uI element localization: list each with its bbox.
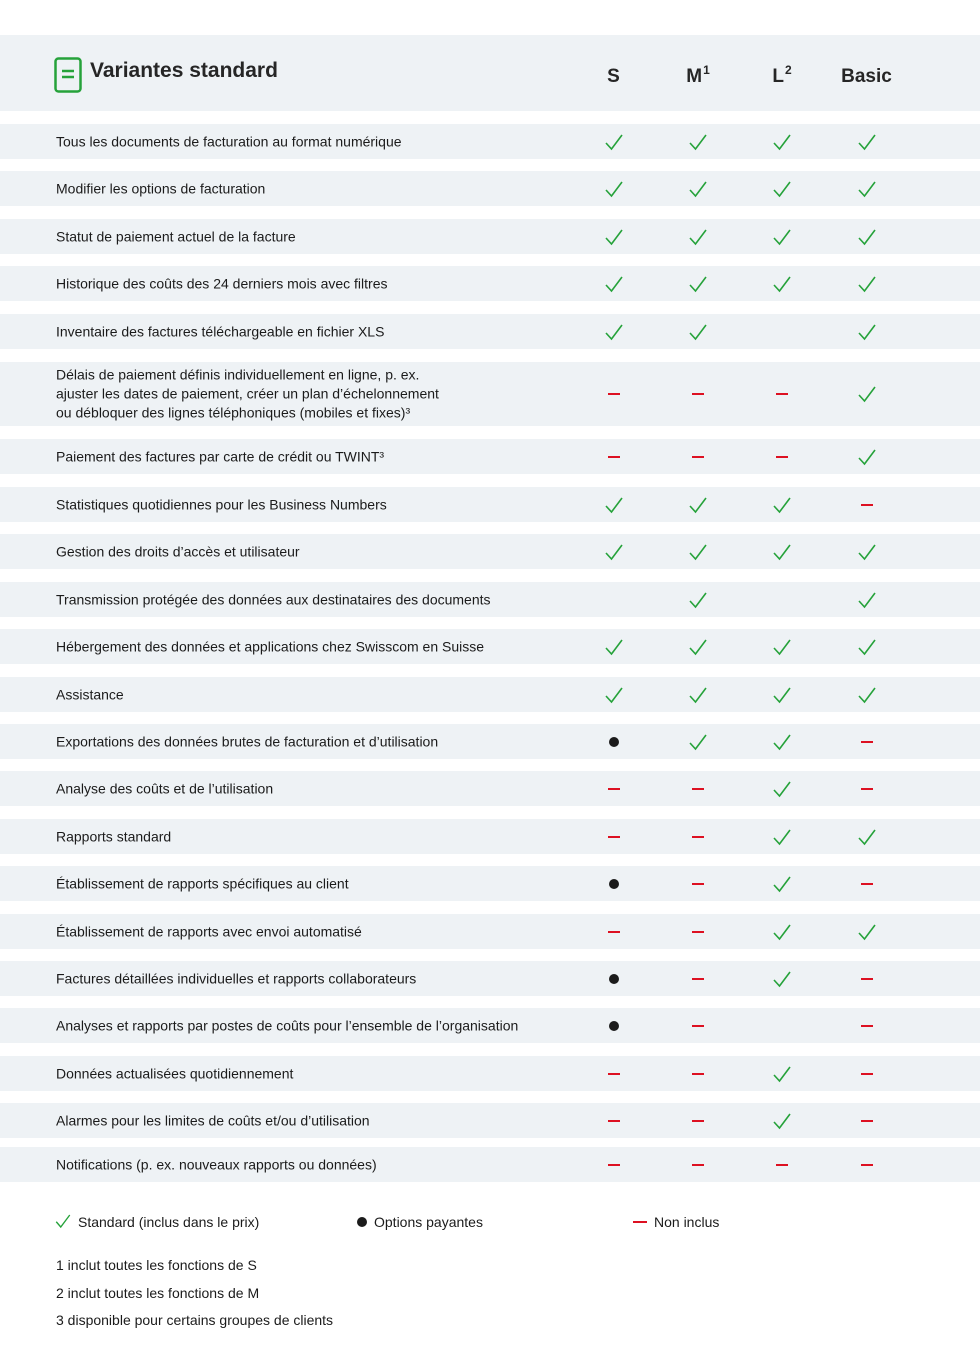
check-icon — [770, 225, 794, 249]
dash-icon — [602, 825, 626, 849]
dash-icon — [855, 1062, 879, 1086]
feature-label: Statut de paiement actuel de la facture — [56, 228, 296, 244]
check-icon — [686, 225, 710, 249]
dash-icon — [686, 825, 710, 849]
feature-label: Statistiques quotidiennes pour les Business Numbers — [56, 496, 387, 512]
table-row — [0, 266, 980, 301]
dash-icon — [855, 1014, 879, 1038]
dash-icon — [770, 1153, 794, 1177]
check-icon — [54, 1212, 72, 1235]
check-icon — [770, 177, 794, 201]
dash-icon — [770, 445, 794, 469]
check-icon — [602, 272, 626, 296]
feature-label: Inventaire des factures téléchargeable en fichier XLS — [56, 323, 385, 339]
table-row — [0, 1147, 980, 1182]
table-row — [0, 314, 980, 349]
check-icon — [770, 872, 794, 896]
table-row — [0, 724, 980, 759]
check-icon — [686, 540, 710, 564]
check-icon — [686, 130, 710, 154]
dot-icon — [602, 872, 626, 896]
dash-icon — [855, 872, 879, 896]
feature-label: Analyses et rapports par postes de coûts pour l’ensemble de l’organisation — [56, 1017, 519, 1033]
empty-cell-l — [770, 320, 794, 344]
table-header — [0, 35, 980, 111]
check-icon — [770, 825, 794, 849]
column-header-m: $M^1$ — [686, 63, 710, 87]
empty-cell-l — [770, 588, 794, 612]
check-icon — [770, 1062, 794, 1086]
table-row — [0, 961, 980, 996]
table-row — [0, 487, 980, 522]
check-icon — [770, 967, 794, 991]
check-icon — [770, 777, 794, 801]
dash-icon — [632, 1213, 648, 1233]
dot-icon — [602, 967, 626, 991]
empty-cell-s — [602, 588, 626, 612]
feature-label: Rapports standard — [56, 828, 172, 844]
column-header-s: S — [607, 66, 620, 87]
feature-label: Données actualisées quotidiennement — [56, 1065, 294, 1081]
table-row — [0, 582, 980, 617]
dash-icon — [855, 493, 879, 517]
feature-label: Modifier les options de facturation — [56, 180, 266, 196]
dash-icon — [855, 1153, 879, 1177]
feature-label: Exportations des données brutes de facturation et d’utilisation — [56, 733, 439, 749]
dash-icon — [686, 920, 710, 944]
column-header-l: $L^2$ — [772, 63, 792, 87]
feature-label: Transmission protégée des données aux destinataires des documents — [56, 591, 491, 607]
check-icon — [770, 635, 794, 659]
document-icon — [54, 57, 82, 93]
check-icon — [855, 225, 879, 249]
check-icon — [855, 540, 879, 564]
table-row — [0, 866, 980, 901]
check-icon — [686, 588, 710, 612]
feature-label: Factures détaillées individuelles et rapports collaborateurs — [56, 970, 417, 986]
table-row — [0, 439, 980, 474]
check-icon — [686, 730, 710, 754]
check-icon — [602, 130, 626, 154]
table-row — [0, 219, 980, 254]
table-row — [0, 362, 980, 426]
check-icon — [770, 920, 794, 944]
legend — [0, 1212, 980, 1234]
check-icon — [770, 130, 794, 154]
table-row — [0, 771, 980, 806]
dash-icon — [855, 730, 879, 754]
dash-icon — [602, 1153, 626, 1177]
legend-standard: Standard (inclus dans le prix) — [54, 1212, 259, 1235]
dash-icon — [686, 382, 710, 406]
check-icon — [770, 540, 794, 564]
check-icon — [602, 540, 626, 564]
check-icon — [686, 177, 710, 201]
dash-icon — [686, 1062, 710, 1086]
dash-icon — [602, 920, 626, 944]
check-icon — [602, 683, 626, 707]
check-icon — [770, 730, 794, 754]
dot-icon — [356, 1213, 368, 1233]
check-icon — [855, 130, 879, 154]
check-icon — [770, 1109, 794, 1133]
table-row — [0, 1008, 980, 1043]
check-icon — [602, 225, 626, 249]
footnote-1: 1 inclut toutes les fonctions de S — [56, 1257, 257, 1273]
check-icon — [855, 272, 879, 296]
feature-label: Gestion des droits d’accès et utilisateur — [56, 543, 300, 559]
table-row — [0, 534, 980, 569]
dash-icon — [602, 777, 626, 801]
table-row — [0, 677, 980, 712]
check-icon — [686, 683, 710, 707]
table-row — [0, 1056, 980, 1091]
check-icon — [855, 588, 879, 612]
check-icon — [602, 493, 626, 517]
check-icon — [686, 635, 710, 659]
table-row — [0, 629, 980, 664]
dash-icon — [602, 1109, 626, 1133]
legend-paid-options: Options payantes — [356, 1212, 483, 1233]
dash-icon — [770, 382, 794, 406]
check-icon — [855, 382, 879, 406]
check-icon — [770, 272, 794, 296]
check-icon — [686, 493, 710, 517]
check-icon — [686, 320, 710, 344]
dash-icon — [855, 777, 879, 801]
feature-label: Notifications (p. ex. nouveaux rapports ou données) — [56, 1156, 377, 1172]
dash-icon — [686, 872, 710, 896]
check-icon — [770, 493, 794, 517]
feature-label: Historique des coûts des 24 derniers mois avec filtres — [56, 275, 388, 291]
check-icon — [855, 683, 879, 707]
check-icon — [855, 635, 879, 659]
check-icon — [602, 177, 626, 201]
dash-icon — [602, 1062, 626, 1086]
dash-icon — [686, 967, 710, 991]
feature-label: Délais de paiement définis individuellement en ligne, p. ex. ajuster les dates de paiement, créer un plan d’échelonnement ou débloquer des lignes téléphoniques (mobiles et fixes)³ — [56, 366, 439, 421]
dash-icon — [602, 445, 626, 469]
table-row — [0, 171, 980, 206]
check-icon — [855, 920, 879, 944]
feature-label: Hébergement des données et applications chez Swisscom en Suisse — [56, 638, 485, 654]
table-row — [0, 1103, 980, 1138]
check-icon — [602, 635, 626, 659]
feature-label: Assistance — [56, 686, 124, 702]
dash-icon — [686, 445, 710, 469]
feature-label: Établissement de rapports avec envoi automatisé — [56, 923, 362, 939]
empty-cell-l — [770, 1014, 794, 1038]
footnote-3: 3 disponible pour certains groupes de clients — [56, 1312, 334, 1328]
check-icon — [855, 177, 879, 201]
dot-icon — [602, 730, 626, 754]
feature-label: Tous les documents de facturation au format numérique — [56, 133, 402, 149]
check-icon — [855, 825, 879, 849]
footnote-2: 2 inclut toutes les fonctions de M — [56, 1285, 260, 1301]
table-row — [0, 914, 980, 949]
legend-not-included: Non inclus — [632, 1212, 719, 1233]
feature-label: Établissement de rapports spécifiques au client — [56, 875, 349, 891]
dash-icon — [686, 1014, 710, 1038]
table-row — [0, 124, 980, 159]
check-icon — [602, 320, 626, 344]
feature-label: Paiement des factures par carte de crédit ou TWINT³ — [56, 448, 385, 464]
check-icon — [855, 445, 879, 469]
column-header-basic: Basic — [841, 66, 892, 87]
feature-label: Analyse des coûts et de l’utilisation — [56, 780, 274, 796]
check-icon — [855, 320, 879, 344]
page-title: Variantes standard — [90, 59, 278, 82]
dash-icon — [855, 967, 879, 991]
dash-icon — [855, 1109, 879, 1133]
table-row — [0, 819, 980, 854]
check-icon — [686, 272, 710, 296]
feature-label: Alarmes pour les limites de coûts et/ou d’utilisation — [56, 1112, 370, 1128]
dot-icon — [602, 1014, 626, 1038]
dash-icon — [686, 1109, 710, 1133]
dash-icon — [686, 1153, 710, 1177]
dash-icon — [686, 777, 710, 801]
check-icon — [770, 683, 794, 707]
dash-icon — [602, 382, 626, 406]
